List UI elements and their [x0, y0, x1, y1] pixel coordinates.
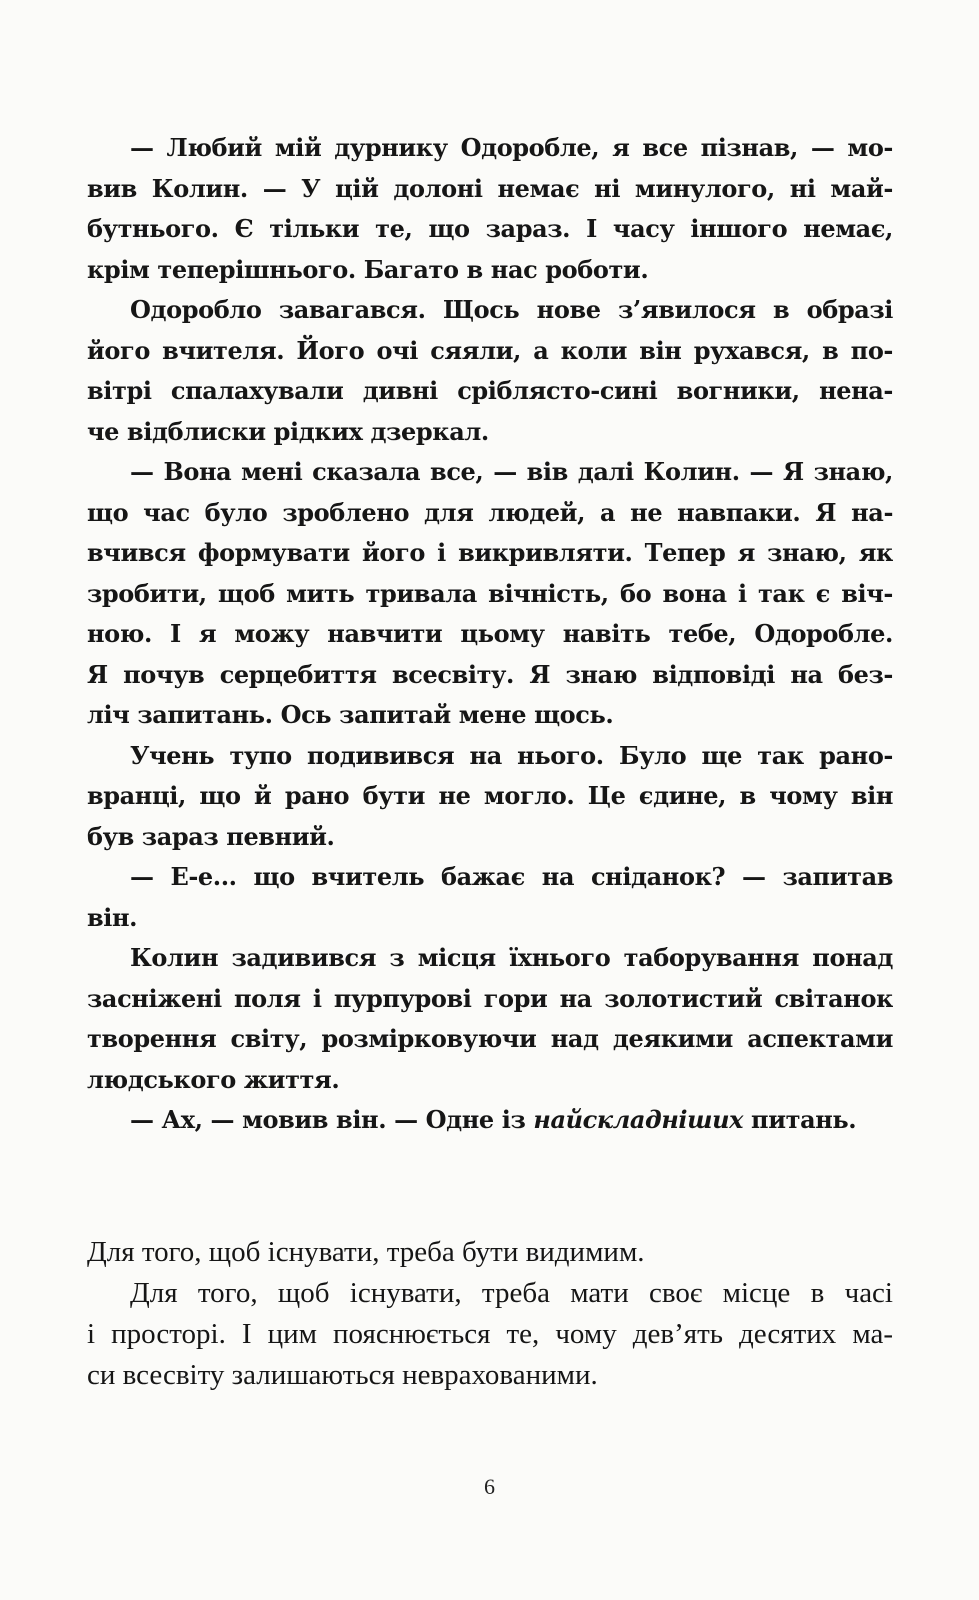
text-line: був зараз певний.	[87, 821, 335, 851]
text-line: си всесвіту залишаються неврахованими.	[87, 1359, 598, 1391]
text-line: че відблиски рідких дзеркал.	[87, 416, 489, 446]
text-line: засніжені поля і пурпурові гори на золотистий світанок	[87, 983, 893, 1013]
text-line: і просторі. І цим пояснюється те, чому дев’ять десятих ма-	[87, 1318, 893, 1350]
final-line-start: — Ах, — мовив він. — Одне із	[130, 1105, 534, 1134]
text-line: ною. І я можу навчити цьому навіть тебе, Одоробле.	[87, 619, 893, 648]
text-line: — Вона мені сказала все, — вів далі Колин. — Я знаю,	[130, 457, 893, 486]
text-line: людського життя.	[87, 1064, 340, 1094]
text-line: Колин задивився з місця їхнього таборування понад	[130, 943, 893, 972]
text-line: він.	[87, 902, 138, 932]
text-line: що час було зроблено для людей, а не навпаки. Я на-	[87, 497, 893, 527]
text-line: Для того, щоб існувати, треба мати своє місце в часі	[130, 1277, 893, 1309]
emphasized-word: найскладніших	[533, 1105, 744, 1134]
final-dialogue-line	[87, 1100, 893, 1141]
text-line: бутнього. Є тільки те, що зараз. І часу іншого немає,	[87, 214, 893, 243]
text-line: крім теперішнього. Багато в нас роботи.	[87, 254, 649, 284]
text-line: вчився формувати його і викривляти. Тепер я знаю, як	[87, 538, 893, 567]
text-line: Я почув серцебиття всесвіту. Я знаю відповіді на без-	[87, 659, 893, 689]
text-line: вранці, що й рано бути не могло. Це єдине, в чому він	[87, 781, 893, 810]
page-number: 6	[484, 1474, 495, 1499]
text-line: Учень тупо подивився на нього. Було ще так рано-	[130, 740, 893, 770]
text-line: — Е-е... що вчитель бажає на сніданок? — запитав	[130, 862, 893, 891]
text-line: ліч запитань. Ось запитай мене щось.	[87, 700, 614, 729]
text-line: його вчителя. Його очі сяяли, а коли він рухався, в по-	[87, 335, 893, 365]
final-line-end: питань.	[743, 1105, 857, 1134]
text-line: Для того, щоб існувати, треба бути видимим.	[87, 1236, 645, 1268]
text-line: вітрі спалахували дивні сріблясто-сині вогники, нена-	[87, 376, 893, 405]
text-line: — Любий мій дурнику Одоробле, я все пізнав, — мо-	[130, 133, 893, 162]
text-line: творення світу, розмірковуючи над деякими аспектами	[87, 1024, 893, 1053]
bold-text-block	[87, 128, 893, 1141]
regular-text-block	[87, 1232, 893, 1396]
text-line: Одоробло завагався. Щось нове з’явилося в образі	[130, 295, 893, 324]
text-line: вив Колин. — У цій долоні немає ні минулого, ні май-	[87, 173, 893, 203]
text-line: зробити, щоб мить тривала вічність, бо вона і так є віч-	[87, 578, 893, 608]
